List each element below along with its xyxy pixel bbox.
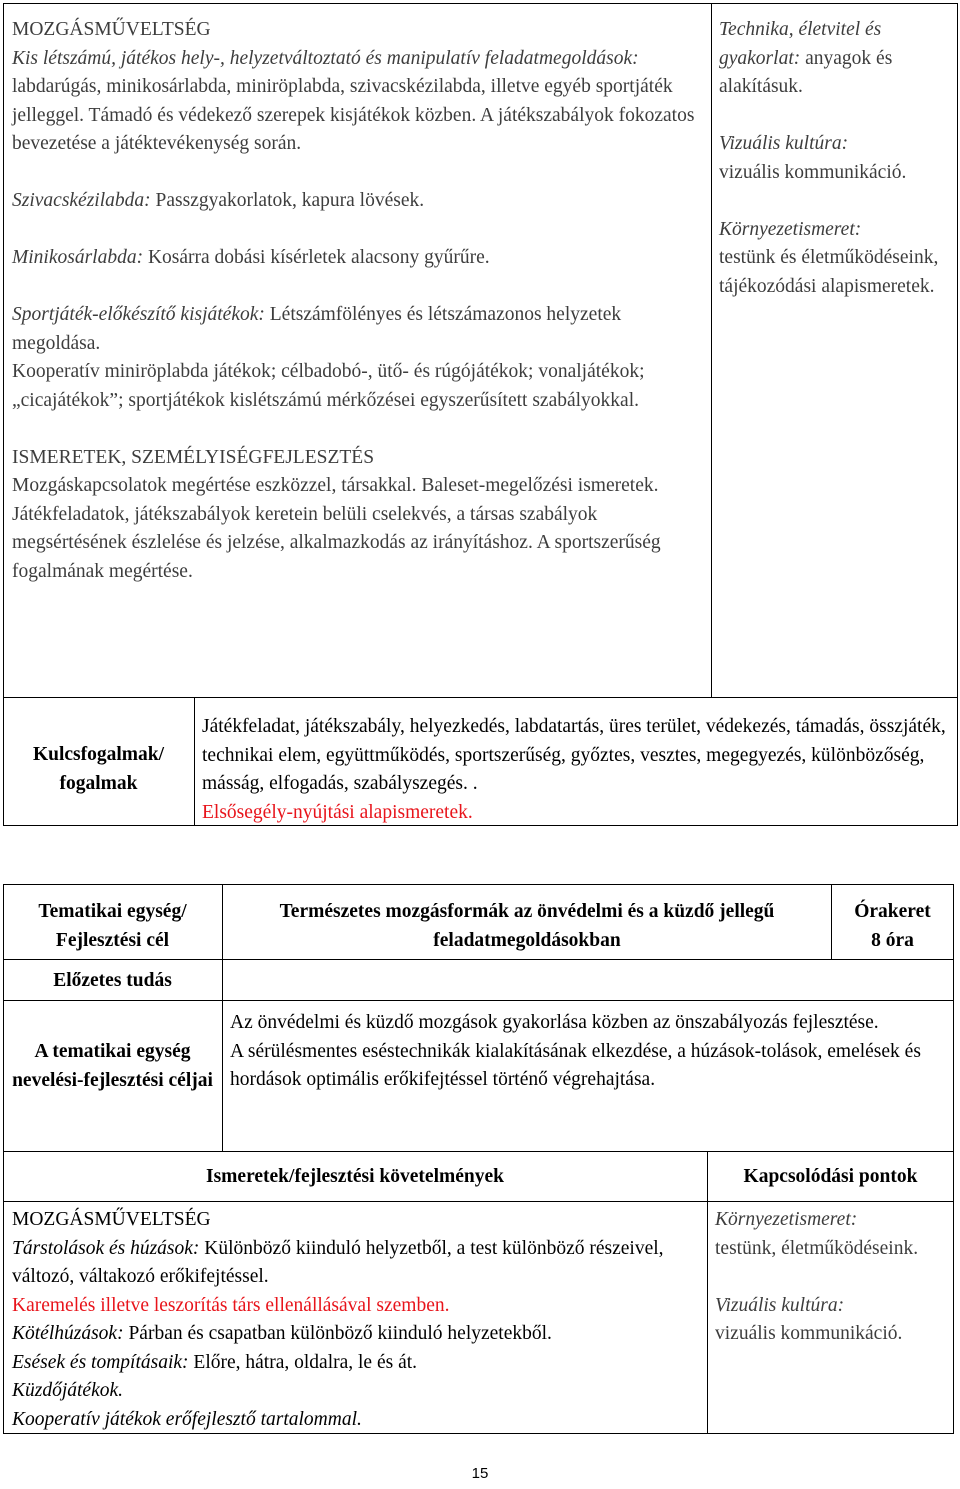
paragraph: Szivacskézilabda: Passzgyakorlatok, kapura lövések. bbox=[12, 190, 425, 211]
column-divider bbox=[194, 697, 195, 826]
unit-label: Tematikai egység/ Fejlesztési cél bbox=[38, 901, 187, 951]
goals-cell bbox=[230, 1009, 950, 1095]
paragraph-label: Sportjáték-előkészítő kisjátékok: bbox=[12, 304, 265, 325]
connection-label: Környezetismeret: bbox=[715, 1209, 858, 1230]
paragraph: Esések és tompításaik: Előre, hátra, oldalra, le és át. bbox=[12, 1351, 418, 1373]
paragraph-label: Minikosárlabda: bbox=[12, 247, 144, 268]
connection-label: Vizuális kultúra: bbox=[715, 1294, 845, 1316]
paragraph: Játékfeladatok, játékszabályok keretein belüli cselekvés, a társas szabályok megsértésének észlelése és jelzése, alkalmazkodás az irányításhoz. A sportszerűség fogalmának megértése. bbox=[12, 503, 661, 582]
prior-knowledge-label: Előzetes tudás bbox=[53, 970, 172, 991]
paragraph: Mozgáskapcsolatok megértése eszközzel, társakkal. Baleset-megelőzési ismeretek. bbox=[12, 475, 659, 496]
column-divider bbox=[711, 3, 712, 698]
connections-cell bbox=[715, 1206, 951, 1349]
keywords-cell bbox=[202, 713, 954, 827]
column-divider bbox=[707, 1151, 708, 1434]
section-heading: MOZGÁSMŰVELTSÉG bbox=[12, 1209, 211, 1230]
row-divider bbox=[3, 1201, 954, 1202]
keywords-red-text: Elsősegély-nyújtási alapismeretek. bbox=[202, 801, 473, 823]
connection-text: vizuális kommunikáció. bbox=[719, 161, 907, 183]
paragraph-label: Esések és tompításaik: bbox=[12, 1351, 189, 1373]
requirements-cell bbox=[12, 16, 707, 586]
connection-text: testünk, életműködéseink. bbox=[715, 1237, 919, 1259]
hours-cell bbox=[831, 898, 954, 955]
paragraph: Kötélhúzások: Párban és csapatban különböző kiinduló helyzetekből. bbox=[12, 1323, 552, 1344]
paragraph: Társtolások és húzások: Különböző kiinduló helyzetből, a test különböző részeivel, változó, váltakozó erőkifejtéssel. bbox=[12, 1237, 664, 1287]
paragraph-label: Kooperatív játékok erőfejlesztő tartalommal. bbox=[12, 1408, 362, 1430]
connection-label: Technika, életvitel és gyakorlat: bbox=[719, 19, 882, 69]
paragraph: Kooperatív miniröplabda játékok; célbadobó-, ütő- és rúgójátékok; vonaljátékok; „cicajátékok”; sportjátékok kislétszámú mérkőzései egyszerűsített szabályokkal. bbox=[12, 361, 645, 411]
goals-paragraph: Az önvédelmi és küzdő mozgások gyakorlása közben az önszabályozás fejlesztése. bbox=[230, 1012, 879, 1033]
hours-label: Órakeret bbox=[854, 901, 931, 922]
keywords-label: Kulcsfogalmak/ fogalmak bbox=[32, 744, 165, 794]
connection-label: Vizuális kultúra: bbox=[719, 133, 849, 154]
row-divider bbox=[3, 697, 958, 698]
paragraph-label: Kötélhúzások: bbox=[12, 1323, 124, 1344]
section-heading: MOZGÁSMŰVELTSÉG bbox=[12, 19, 211, 40]
connections-cell bbox=[719, 16, 951, 301]
row-divider bbox=[3, 1000, 954, 1001]
row-divider bbox=[3, 1151, 954, 1152]
paragraph-label: Kis létszámú, játékos hely-, helyzetváltoztató és manipulatív feladatmegoldások: bbox=[12, 47, 639, 69]
keywords-text: Játékfeladat, játékszabály, helyezkedés, labdatartás, üres terület, védekezés, támadás, összjáték, technikai elem, együttműködés, sportszerűség, győztes, vesztes, megegyezés, különbözőség, másság, elfogadás, szabályszegés. . bbox=[202, 716, 946, 794]
hours-value: 8 óra bbox=[871, 929, 914, 951]
section-heading: ISMERETEK, SZEMÉLYISÉGFEJLESZTÉS bbox=[12, 446, 375, 468]
requirements-header: Ismeretek/fejlesztési követelmények bbox=[206, 1166, 504, 1187]
requirements-cell bbox=[12, 1206, 704, 1434]
paragraph: Minikosárlabda: Kosárra dobási kísérletek alacsony gyűrűre. bbox=[12, 247, 490, 268]
goals-label: A tematikai egység nevelési-fejlesztési céljai bbox=[12, 1041, 213, 1091]
paragraph-red: Karemelés illetve leszorítás társ ellenállásával szemben. bbox=[12, 1294, 450, 1316]
paragraph-label: Társtolások és húzások: bbox=[12, 1237, 200, 1259]
connection: Technika, életvitel és gyakorlat: anyagok és alakításuk. bbox=[719, 19, 893, 97]
connection-text: vizuális kommunikáció. bbox=[715, 1323, 903, 1344]
connections-header: Kapcsolódási pontok bbox=[743, 1166, 918, 1187]
connection-text: testünk és életműködéseink, tájékozódási alapismeretek. bbox=[719, 247, 939, 297]
paragraph: Sportjáték-előkészítő kisjátékok: Létszámfölényes és létszámazonos helyzetek megoldása. bbox=[12, 304, 622, 354]
row-divider bbox=[3, 959, 954, 960]
page-number: 15 bbox=[471, 1465, 489, 1482]
connection-label: Környezetismeret: bbox=[719, 218, 862, 240]
column-divider bbox=[222, 884, 223, 1152]
paragraph: Kis létszámú, játékos hely-, helyzetváltoztató és manipulatív feladatmegoldások: labdarúgás, minikosárlabda, miniröplabda, szivacskézilabda, illetve egyéb sportjáték jelleggel. Támadó és védekező szerepek kisjátékok közben. A játékszabályok fokozatos bevezetése a játéktevékenység során. bbox=[12, 47, 695, 154]
paragraph-label: Szivacskézilabda: bbox=[12, 190, 151, 211]
unit-title: Természetes mozgásformák az önvédelmi és a küzdő jellegű feladatmegoldásokban bbox=[279, 901, 775, 951]
goals-paragraph: A sérülésmentes eséstechnikák kialakításának elkezdése, a húzások-tolások, emelések és hordások optimális erőkifejtéssel történő végrehajtása. bbox=[230, 1040, 921, 1090]
paragraph-label: Küzdőjátékok. bbox=[12, 1380, 124, 1401]
